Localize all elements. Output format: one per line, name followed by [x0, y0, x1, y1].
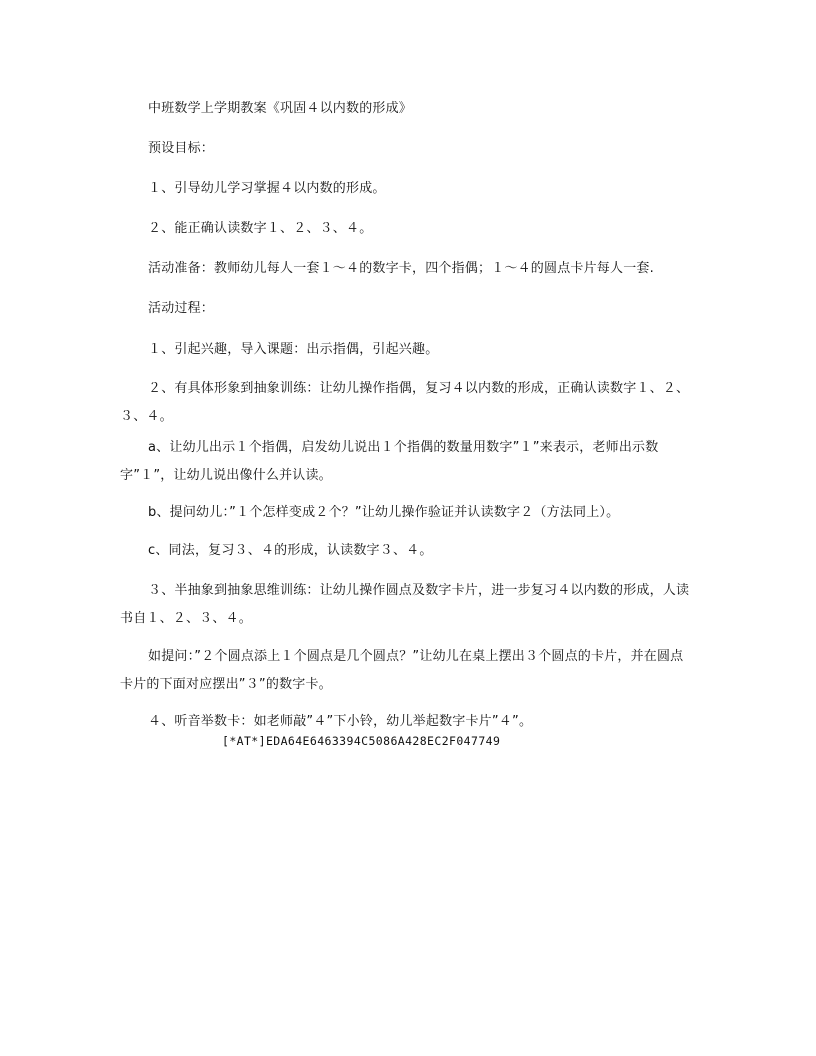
preparation-paragraph: 活动准备：教师幼儿每人一套１～４的数字卡，四个指偶；１～４的圆点卡片每人一套.	[148, 261, 654, 276]
goal-item-2: ２、能正确认读数字１、２、３、４。	[148, 221, 373, 236]
example-paragraph: 如提问：”２个圆点添上１个圆点是几个圆点？”让幼儿在桌上摆出３个圆点的卡片，并在圆点卡片的下面对应摆出”３”的数字卡。	[120, 649, 684, 692]
process-step-2b: b、提问幼儿：”１个怎样变成２个？”让幼儿操作验证并认读数字２（方法同上）。	[148, 505, 620, 520]
process-step-4: ４、听音举数卡：如老师敲”４”下小铃，幼儿举起数字卡片”４”。	[148, 714, 533, 729]
goal-item-1: １、引导幼儿学习掌握４以内数的形成。	[148, 181, 386, 196]
document-title: 中班数学上学期教案《巩固４以内数的形成》	[148, 101, 413, 116]
document-code: [*AT*]EDA64E6463394C5086A428EC2F047749	[222, 734, 501, 748]
process-step-1: １、引起兴趣，导入课题：出示指偶，引起兴趣。	[148, 342, 439, 357]
process-step-2: ２、有具体形象到抽象训练：让幼儿操作指偶，复习４以内数的形成，正确认读数字１、２、３、４。	[120, 381, 690, 424]
process-step-2a: a、让幼儿出示１个指偶，启发幼儿说出１个指偶的数量用数字”１”来表示，老师出示数字”１”，让幼儿说出像什么并认读。	[120, 440, 659, 483]
goal-heading: 预设目标：	[148, 141, 215, 156]
process-step-2c: c、同法，复习３、４的形成，认读数字３、４。	[148, 543, 433, 558]
process-step-3: ３、半抽象到抽象思维训练：让幼儿操作圆点及数字卡片，进一步复习４以内数的形成，人读书自１、２、３、４。	[120, 583, 690, 626]
process-heading: 活动过程：	[148, 301, 215, 316]
